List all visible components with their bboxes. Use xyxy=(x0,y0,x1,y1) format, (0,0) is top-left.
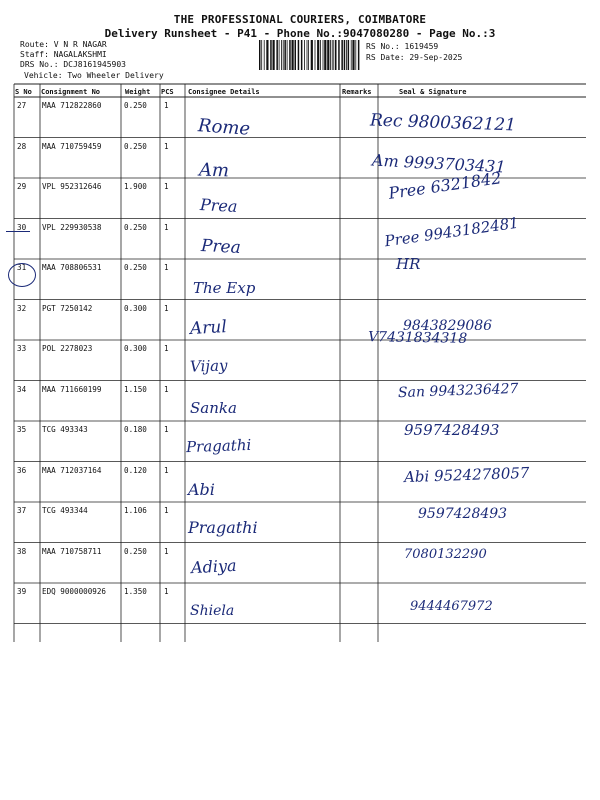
row-serial-number: 39 xyxy=(17,587,27,596)
consignment-number: MAA 712822860 xyxy=(42,101,102,110)
col-header-consignee: Consignee Details xyxy=(188,88,260,96)
weight-value: 1.350 xyxy=(124,587,147,596)
consignment-number: TCG 493343 xyxy=(42,425,88,434)
row-serial-number: 36 xyxy=(17,465,27,475)
consignment-number: MAA 708806531 xyxy=(42,263,102,272)
pieces-count: 1 xyxy=(164,344,169,353)
seal-signature-handwriting: Pree 9943182481 xyxy=(383,213,520,250)
seal-signature-handwriting: 7080132290 xyxy=(404,546,487,562)
staff: Staff: NAGALAKSHMI xyxy=(20,50,107,60)
col-header-remarks: Remarks xyxy=(342,88,372,96)
pieces-count: 1 xyxy=(164,182,169,191)
runsheet-subtitle: Delivery Runsheet - P41 - Phone No.:9047080280 - Page No.:3 xyxy=(104,27,496,40)
rs-date: RS Date: 29-Sep-2025 xyxy=(366,53,463,62)
document-title: THE PROFESSIONAL COURIERS, COIMBATORE xyxy=(173,13,427,26)
consignee-handwriting: Adiya xyxy=(190,555,237,577)
seal-signature-handwriting: Am 9993703431 xyxy=(371,150,507,176)
seal-signature-handwriting: V7431834318 xyxy=(367,329,468,347)
consignment-number: VPL 952312646 xyxy=(42,182,102,191)
weight-value: 0.120 xyxy=(124,465,147,475)
weight-value: 1.900 xyxy=(124,182,147,191)
row-serial-number: 33 xyxy=(17,344,27,353)
drs-number: DRS No.: DCJ8161945903 xyxy=(20,60,126,70)
pieces-count: 1 xyxy=(164,263,169,272)
pieces-count: 1 xyxy=(164,384,169,394)
row-serial-number: 37 xyxy=(17,506,27,515)
ink-circle-mark xyxy=(8,263,36,287)
consignee-handwriting: The Exp xyxy=(193,279,256,297)
pieces-count: 1 xyxy=(164,303,169,313)
vehicle: Vehicle: Two Wheeler Delivery xyxy=(24,70,164,80)
consignment-number: VPL 229930538 xyxy=(42,222,102,232)
seal-signature-handwriting: 9843829086 xyxy=(403,317,493,334)
weight-value: 1.106 xyxy=(124,506,147,515)
weight-value: 0.180 xyxy=(124,425,147,434)
consignment-number: POL 2278023 xyxy=(42,344,93,353)
col-header-pcs: PCS xyxy=(161,88,174,96)
pieces-count: 1 xyxy=(164,222,169,232)
row-serial-number: 38 xyxy=(17,546,27,556)
rs-number: RS No.: 1619459 xyxy=(366,42,439,51)
row-serial-number: 30 xyxy=(17,222,27,232)
weight-value: 0.250 xyxy=(124,222,147,232)
consignment-number: MAA 710758711 xyxy=(42,546,102,556)
consignment-number: MAA 712037164 xyxy=(42,465,102,475)
col-header-seal: Seal & Signature xyxy=(399,88,467,96)
seal-signature-handwriting: Abi 9524278057 xyxy=(403,463,530,486)
consignee-handwriting: Vijay xyxy=(189,356,228,376)
seal-signature-handwriting: HR xyxy=(396,255,421,273)
row-serial-number: 31 xyxy=(17,263,27,272)
pieces-count: 1 xyxy=(164,587,169,596)
weight-value: 0.250 xyxy=(124,141,147,151)
consignee-handwriting: Arul xyxy=(189,316,228,339)
seal-signature-handwriting: San 9943236427 xyxy=(397,380,519,401)
seal-signature-handwriting: Rec 9800362121 xyxy=(369,110,517,136)
consignment-number: EDQ 9000000926 xyxy=(42,587,107,596)
weight-value: 0.250 xyxy=(124,263,147,272)
consignee-handwriting: Sanka xyxy=(190,398,237,417)
consignee-handwriting: Shiela xyxy=(190,603,235,619)
pieces-count: 1 xyxy=(164,546,169,556)
weight-value: 0.250 xyxy=(124,546,147,556)
row-serial-number: 28 xyxy=(17,141,27,151)
row-serial-number: 35 xyxy=(17,425,27,434)
pieces-count: 1 xyxy=(164,506,169,515)
consignee-handwriting: Pragathi xyxy=(188,518,258,537)
route: Route: V N R NAGAR xyxy=(20,40,107,49)
row-serial-number: 29 xyxy=(17,182,27,191)
seal-signature-handwriting: Pree 6321842 xyxy=(387,168,503,203)
row-serial-number: 32 xyxy=(17,303,27,313)
weight-value: 0.300 xyxy=(124,303,147,313)
ink-dash-mark xyxy=(6,231,30,232)
seal-signature-handwriting: 9444467972 xyxy=(410,599,493,614)
consignment-number: MAA 710759459 xyxy=(42,141,102,151)
weight-value: 1.150 xyxy=(124,384,147,394)
pieces-count: 1 xyxy=(164,425,169,434)
seal-signature-handwriting: 9597428493 xyxy=(418,506,508,522)
weight-value: 0.250 xyxy=(124,101,147,110)
seal-signature-handwriting: 9597428493 xyxy=(404,421,500,439)
consignee-handwriting: Am xyxy=(198,158,230,182)
consignment-number: TCG 493344 xyxy=(42,506,88,515)
weight-value: 0.300 xyxy=(124,344,147,353)
pieces-count: 1 xyxy=(164,465,169,475)
consignee-handwriting: Pragathi xyxy=(185,435,252,457)
col-header-weight: Weight xyxy=(125,88,151,96)
col-header-consignment: Consignment No xyxy=(41,88,101,96)
consignee-handwriting: Rome xyxy=(197,115,251,140)
consignee-handwriting: Prea xyxy=(199,195,238,216)
col-header-sno: S No xyxy=(15,88,32,96)
consignment-number: MAA 711660199 xyxy=(42,384,102,394)
row-serial-number: 27 xyxy=(17,101,27,110)
consignee-handwriting: Prea xyxy=(200,235,242,258)
consignee-handwriting: Abi xyxy=(188,479,215,499)
pieces-count: 1 xyxy=(164,141,169,151)
row-serial-number: 34 xyxy=(17,384,27,394)
pieces-count: 1 xyxy=(164,101,169,110)
consignment-number: PGT 7250142 xyxy=(42,303,93,313)
